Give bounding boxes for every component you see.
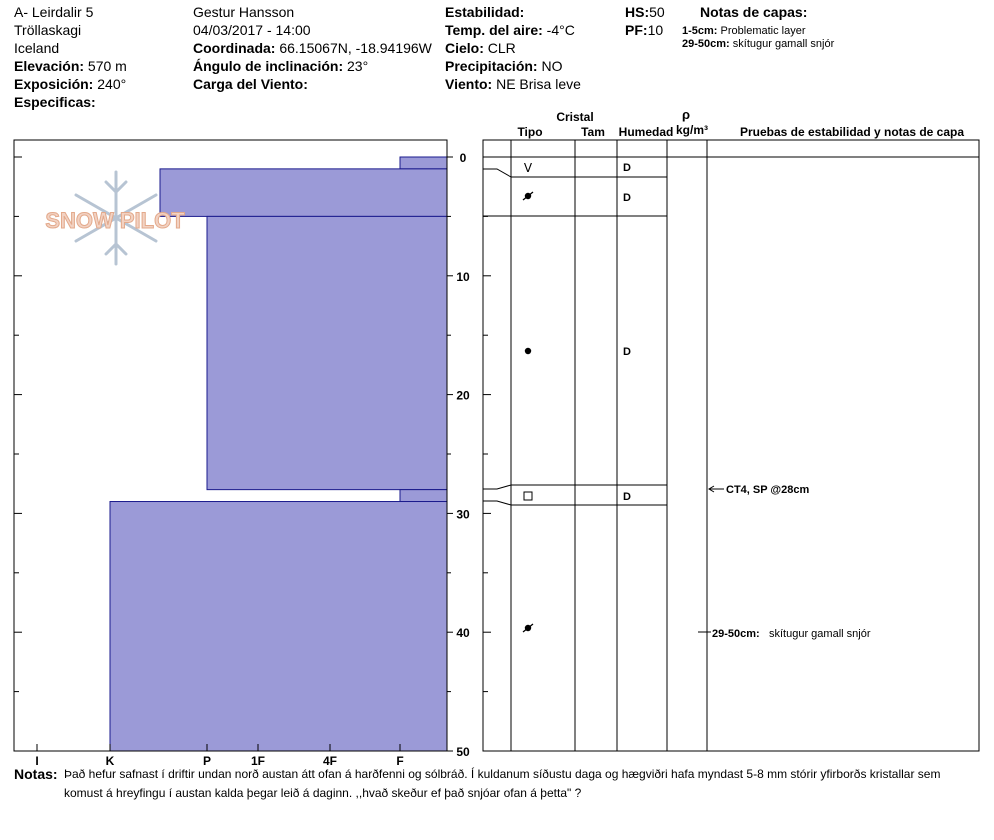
specifics-label: Especificas: (14, 94, 96, 110)
hardness-bar-3 (207, 216, 447, 489)
observer-name: Gestur Hansson (193, 4, 295, 20)
density-heading: kg/m³ (675, 123, 709, 137)
rounded-grain-icon (525, 348, 531, 354)
layer-note-1-range: 1-5cm: (682, 25, 718, 37)
stability-test-text: CT4, SP @28cm (726, 484, 810, 496)
precip-value: NO (541, 58, 563, 74)
decomposed-crystal-icon (523, 192, 533, 200)
type-heading: Tipo (517, 125, 543, 139)
sky-label: Cielo: (445, 40, 484, 56)
wind-value: NE Brisa leve (496, 76, 581, 92)
depth-label-50: 50 (456, 745, 470, 759)
pf-value: 10 (647, 22, 664, 38)
location-name: A- Leirdalir 5 (14, 4, 94, 20)
precip-label: Precipitación: (445, 58, 538, 74)
observation-datetime: 04/03/2017 - 14:00 (193, 22, 311, 38)
moisture-heading: Humedad (618, 125, 674, 139)
decomposed-crystal-icon-lower (523, 624, 533, 632)
logo-text: SNOW PILOT (45, 208, 185, 233)
hardness-bar-5 (110, 502, 447, 751)
stability-label: Estabilidad: (445, 4, 525, 20)
notes-line-1: Það hefur safnast í driftir undan norð austan átt ofan á harðfenni og sólbráð. Í kuldanum síðustu daga og hægviðri hafa myndast 5-8 mm stórir yfirborðs kristallar sem (64, 767, 941, 781)
depth-label-20: 20 (456, 388, 470, 403)
crystal-heading: Cristal (556, 110, 594, 124)
pf-label: PF: (625, 22, 648, 38)
coordinate-value: 66.15067N, -18.94196W (279, 40, 432, 56)
layer-connectors (483, 169, 511, 505)
aspect-label: Exposición: (14, 76, 94, 92)
crystal-row-lines (511, 157, 667, 505)
depth-labels (456, 151, 470, 759)
layer-comment (698, 628, 871, 640)
moisture-values (623, 162, 631, 503)
layer-comment-range: 29-50cm: (712, 628, 760, 640)
hardness-label-F: F (396, 754, 404, 768)
wind-label: Viento: (445, 76, 493, 92)
hardness-label-4F: 4F (322, 754, 338, 768)
hardness-bar-1 (400, 157, 447, 169)
depth-label-30: 30 (456, 507, 470, 522)
layer-note-1-text: Problematic layer (720, 25, 806, 37)
country-name: Iceland (14, 40, 60, 56)
depth-label-0: 0 (459, 151, 467, 165)
faceted-crystal-icon (524, 492, 532, 500)
stability-test-marker (709, 484, 810, 496)
hardness-label-I: I (35, 754, 39, 768)
hardness-label-K: K (105, 754, 115, 768)
crystal-frame (483, 140, 979, 751)
rho-heading: ρ (681, 107, 691, 122)
region-name: Tröllaskagi (14, 22, 82, 38)
moisture-row-1: D (623, 162, 631, 174)
moisture-row-4: D (623, 491, 631, 503)
size-heading: Tam (581, 125, 605, 139)
elevation-label: Elevación: (14, 58, 85, 74)
surface-hoar-icon: V (523, 161, 533, 175)
hs-value: 50 (649, 4, 665, 20)
layer-comment-text: skítugur gamall snjór (769, 628, 871, 640)
hs-label: HS: (625, 4, 650, 20)
aspect-value: 240° (97, 76, 127, 92)
sky-value: CLR (487, 40, 516, 56)
layer-note-2-text: skítugur gamall snjór (732, 38, 835, 50)
layer-note-2-range: 29-50cm: (682, 38, 730, 50)
notes-line-2: komust á hreyfingu í austan kalda þegar leið á daginn. ,,hvað skeður ef það snjóar ofan á þetta" ? (64, 786, 582, 800)
column-headings (517, 107, 964, 139)
slope-value: 23° (347, 58, 369, 74)
hardness-bars (110, 157, 447, 751)
layer-notes-title: Notas de capas: (700, 4, 808, 20)
depth-label-40: 40 (456, 626, 470, 641)
hardness-label-1F: 1F (250, 754, 266, 768)
coordinate-label: Coordinada: (193, 40, 276, 56)
slope-label: Ángulo de inclinación: (193, 58, 344, 74)
moisture-row-2: D (623, 192, 631, 204)
wind-load-label: Carga del Viento: (193, 76, 308, 92)
hardness-bar-2 (160, 169, 447, 217)
hardness-label-P: P (202, 754, 212, 768)
stability-tests-heading: Pruebas de estabilidad y notas de capa (739, 125, 965, 139)
air-temp-value: -4°C (546, 22, 575, 38)
air-temp-label: Temp. del aire: (445, 22, 543, 38)
moisture-row-3: D (623, 346, 631, 358)
notes-label: Notas: (14, 766, 58, 782)
crystal-symbols (523, 161, 533, 632)
elevation-value: 570 m (87, 58, 127, 74)
depth-label-10: 10 (456, 269, 470, 284)
hardness-bar-4 (400, 490, 447, 502)
